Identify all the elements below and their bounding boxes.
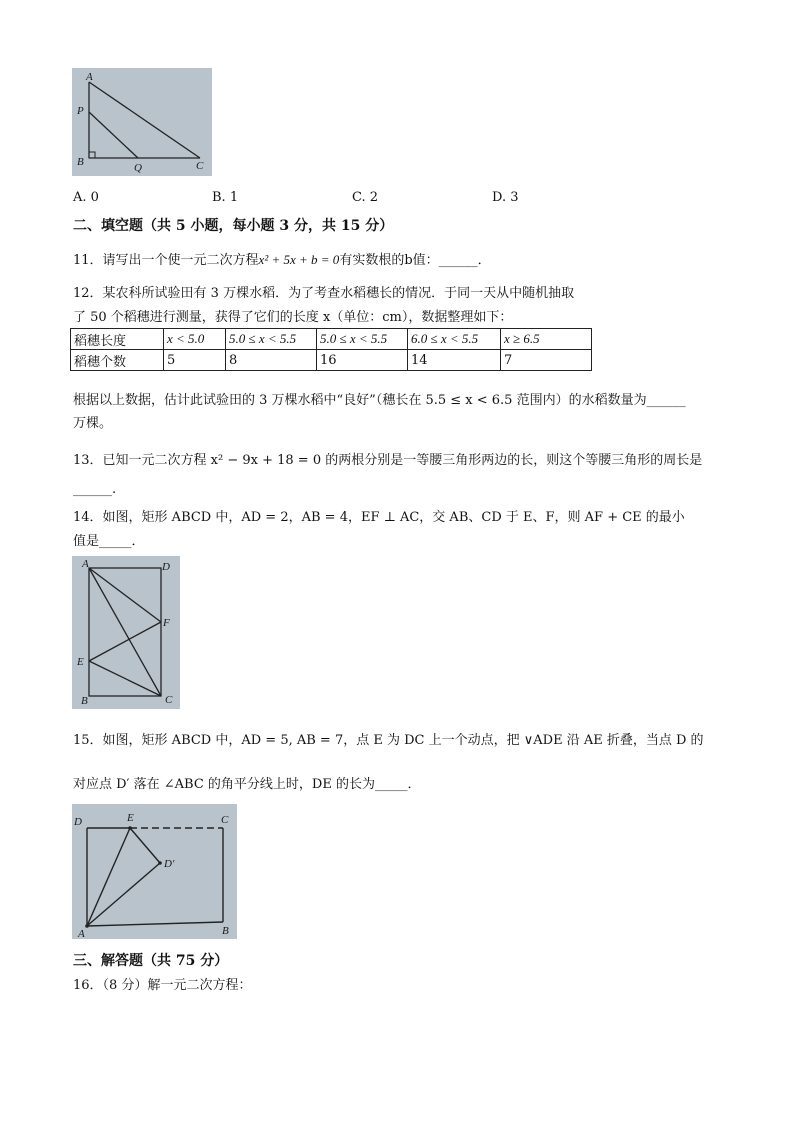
- label-B: B: [81, 695, 88, 707]
- q12-line-1: 12．某农科所试验田有 3 万棵水稻．为了考查水稻穗长的情况．于同一天从中随机抽取: [73, 286, 575, 301]
- label-D-prime: D': [164, 858, 175, 870]
- label-Q: Q: [134, 162, 142, 174]
- figure-q14-svg: [72, 556, 180, 709]
- table-cell: 14: [408, 350, 501, 371]
- q12-line-4: 万棵。: [73, 416, 113, 431]
- q13-line-2: ______.: [73, 482, 117, 497]
- label-A: A: [78, 928, 85, 939]
- q14-line-2: 值是_____．: [73, 534, 145, 549]
- figure-q14-rectangle: [72, 556, 180, 709]
- label-E: E: [127, 812, 134, 824]
- figure-q10-svg: [72, 68, 212, 176]
- question-11: [73, 249, 491, 268]
- table-cell: 5: [164, 350, 226, 371]
- option-a: A. 0: [73, 190, 99, 205]
- table-cell: 8: [226, 350, 317, 371]
- table-cell: x < 5.0: [164, 329, 226, 350]
- label-A: A: [82, 558, 89, 570]
- section-2-header: 二、填空题（共 5 小题，每小题 3 分，共 15 分）: [73, 218, 394, 234]
- option-c: C. 2: [352, 190, 379, 205]
- option-d: D. 3: [492, 190, 519, 205]
- table-cell: 7: [501, 350, 592, 371]
- label-B: B: [222, 925, 229, 937]
- label-F: F: [163, 617, 170, 629]
- label-C: C: [221, 814, 229, 826]
- q13-line-1: 13．已知一元二次方程 x² − 9x + 18 = 0 的两根分别是一等腰三角形两边的长，则这个等腰三角形的周长是: [73, 453, 703, 468]
- table-cell: 6.0 ≤ x < 5.5: [408, 329, 501, 350]
- table-row: [71, 350, 592, 371]
- section-3-header: 三、解答题（共 75 分）: [73, 953, 229, 969]
- label-E: E: [77, 656, 84, 668]
- q11-equation: x² + 5x + b = 0: [258, 252, 340, 267]
- table-cell: 稻穗个数: [71, 350, 164, 371]
- q12-line-2: 了 50 个稻穗进行测量，获得了它们的长度 x（单位：cm），数据整理如下：: [73, 310, 513, 325]
- table-cell: 16: [317, 350, 408, 371]
- q12-data-table: [70, 328, 592, 371]
- q11-prefix: 11．请写出一个使一元二次方程: [73, 253, 259, 268]
- table-cell: 5.0 ≤ x < 5.5: [317, 329, 408, 350]
- label-B: B: [77, 156, 84, 168]
- q11-suffix: 有实数根的b值：______．: [339, 253, 491, 268]
- figure-q15-fold: [72, 804, 237, 939]
- label-P: P: [77, 105, 84, 117]
- q12-line-3: 根据以上数据，估计此试验田的 3 万棵水稻中“良好”（穗长在 5.5 ≤ x < 6.5 范围内）的水稻数量为______: [73, 393, 686, 408]
- table-cell: 稻穗长度: [71, 329, 164, 350]
- table-header-row: [71, 329, 592, 350]
- q15-line-1: 15．如图，矩形 ABCD 中，AD = 5, AB = 7，点 E 为 DC 上一个动点，把 ∨ADE 沿 AE 折叠，当点 D 的: [73, 733, 704, 748]
- table-cell: 5.0 ≤ x < 5.5: [226, 329, 317, 350]
- label-D: D: [74, 816, 82, 828]
- label-C: C: [165, 694, 173, 706]
- option-b: B. 1: [212, 190, 239, 205]
- figure-q10-triangle: [72, 68, 212, 176]
- question-16: 16．（8 分）解一元二次方程：: [73, 978, 252, 993]
- q14-line-1: 14．如图，矩形 ABCD 中，AD = 2，AB = 4，EF ⊥ AC，交 AB、CD 于 E、F，则 AF + CE 的最小: [73, 510, 685, 525]
- q15-line-2: 对应点 D′ 落在 ∠ABC 的角平分线上时，DE 的长为_____．: [73, 777, 421, 792]
- label-A: A: [86, 71, 93, 83]
- figure-q15-svg: [72, 804, 237, 939]
- label-D: D: [162, 561, 170, 573]
- label-C: C: [196, 160, 204, 172]
- table-cell: x ≥ 6.5: [501, 329, 592, 350]
